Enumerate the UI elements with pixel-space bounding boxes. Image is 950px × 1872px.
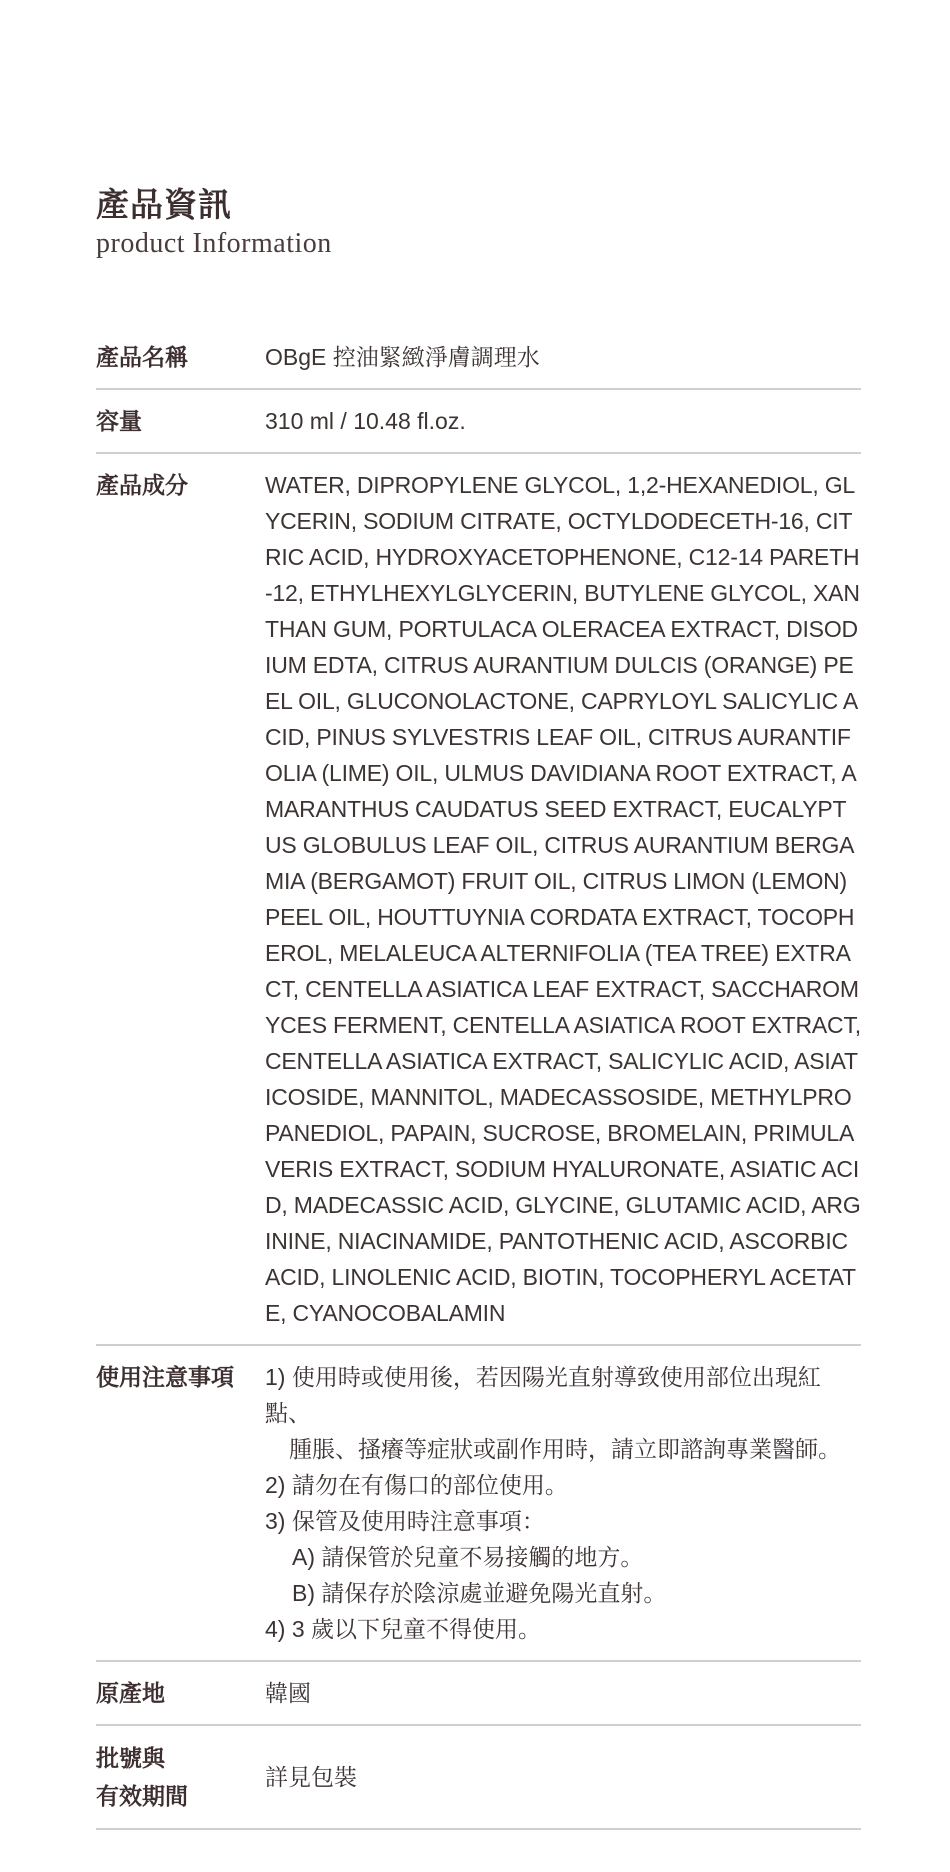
page-title: 產品資訊 <box>96 186 232 223</box>
table-row-name <box>96 326 861 389</box>
table-row-ingredients <box>96 453 861 1345</box>
row-label-name: 產品名稱 <box>96 344 188 370</box>
row-label-batch <box>96 1725 265 1829</box>
row-value-cautions <box>265 1345 861 1661</box>
list-item: B) 請保存於陰涼處並避免陽光直射。 <box>292 1580 667 1606</box>
list-item: A) 請保管於兒童不易接觸的地方。 <box>292 1544 644 1570</box>
list-item: 4) 3 歲以下兒童不得使用。 <box>265 1616 542 1642</box>
row-label-ingredients: 產品成分 <box>96 472 188 498</box>
row-value-volume: 310 ml / 10.48 fl.oz. <box>265 408 466 434</box>
row-value-origin: 韓國 <box>265 1680 311 1706</box>
table-row-cautions <box>96 1345 861 1661</box>
cautions-list <box>265 1359 861 1647</box>
table-row-origin <box>96 1661 861 1725</box>
row-label-batch-line2: 有效期間 <box>96 1783 188 1809</box>
row-value-name: OBgE 控油緊緻淨膚調理水 <box>265 344 540 370</box>
row-label-origin: 原產地 <box>96 1680 165 1706</box>
row-label-batch-line1: 批號與 <box>96 1745 165 1771</box>
table-row-batch <box>96 1725 861 1829</box>
row-value-batch: 詳見包裝 <box>265 1764 357 1790</box>
list-item: 2) 請勿在有傷口的部位使用。 <box>265 1472 568 1498</box>
list-item: 腫脹、搔癢等症狀或副作用時，請立即諮詢專業醫師。 <box>289 1436 841 1462</box>
row-value-ingredients: WATER, DIPROPYLENE GLYCOL, 1,2-HEXANEDIOL, GLYCERIN, SODIUM CITRATE, OCTYLDODECETH-16, CITRIC ACID, HYDROXYACETOPHENONE, C12-14 PARETH-12, ETHYLHEXYLGLYCERIN, BUTYLENE GLYCOL, XANTHAN GUM, PORTULACA OLERACEA EXTRACT, DISODIUM EDTA, CITRUS AURANTIUM DULCIS (ORANGE) PEEL OIL, GLUCONOLACTONE, CAPRYLOYL SALICYLIC ACID, PINUS SYLVESTRIS LEAF OIL, CITRUS AURANTIFOLIA (LIME) OIL, ULMUS DAVIDIANA ROOT EXTRACT, AMARANTHUS CAUDATUS SEED EXTRACT, EUCALYPTUS GLOBULUS LEAF OIL, CITRUS AURANTIUM BERGAMIA (BERGAMOT) FRUIT OIL, CITRUS LIMON (LEMON) PEEL OIL, HOUTTUYNIA CORDATA EXTRACT, TOCOPHEROL, MELALEUCA ALTERNIFOLIA (TEA TREE) EXTRACT, CENTELLA ASIATICA LEAF EXTRACT, SACCHAROMYCES FERMENT, CENTELLA ASIATICA ROOT EXTRACT, CENTELLA ASIATICA EXTRACT, SALICYLIC ACID, ASIATICOSIDE, MANNITOL, MADECASSOSIDE, METHYLPROPANEDIOL, PAPAIN, SUCROSE, BROMELAIN, PRIMULA VERIS EXTRACT, SODIUM HYALURONATE, ASIATIC ACID, MADECASSIC ACID, GLYCINE, GLUTAMIC ACID, ARGININE, NIACINAMIDE, PANTOTHENIC ACID, ASCORBIC ACID, LINOLENIC ACID, BIOTIN, TOCOPHERYL ACETATE, CYANOCOBALAMIN <box>265 472 861 1326</box>
row-label-cautions: 使用注意事項 <box>96 1364 234 1390</box>
page-subtitle: product Information <box>96 228 332 259</box>
table-row-volume <box>96 389 861 453</box>
product-info-table <box>96 326 861 1830</box>
list-item: 1) 使用時或使用後，若因陽光直射導致使用部位出現紅點、 <box>265 1364 821 1426</box>
row-label-volume: 容量 <box>96 408 142 434</box>
list-item: 3) 保管及使用時注意事項： <box>265 1508 545 1534</box>
product-info-section <box>96 185 861 1830</box>
